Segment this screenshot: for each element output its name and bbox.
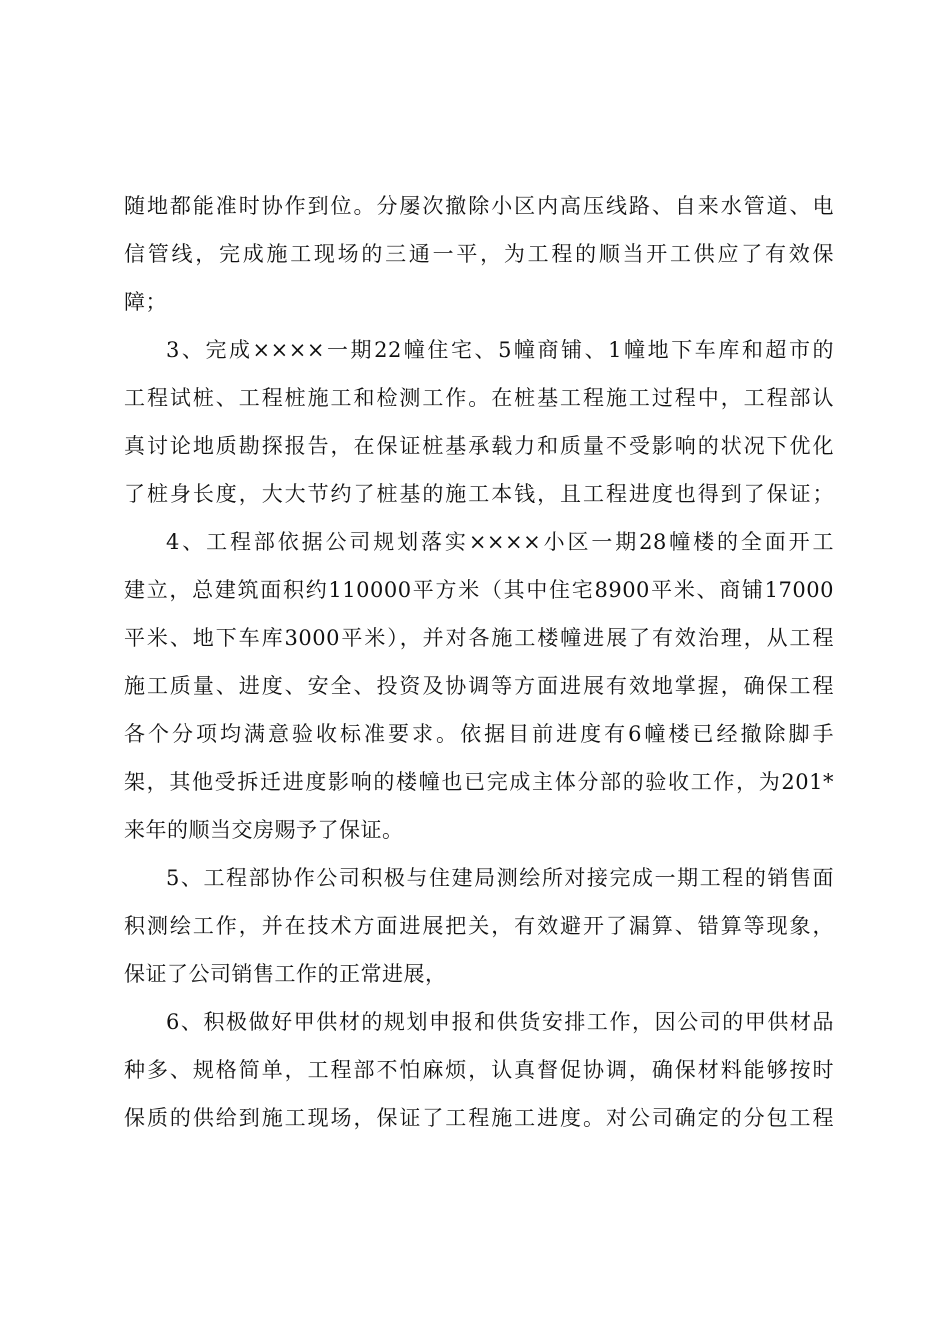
text-line: 工程试桩、工程桩施工和检测工作。在桩基工程施工过程中，工程部认 xyxy=(124,386,834,410)
text-line: 种多、规格简单，工程部不怕麻烦，认真督促协调，确保材料能够按时 xyxy=(124,1058,834,1082)
text-line: 架，其他受拆迁进度影响的楼幢也已完成主体分部的验收工作，为201* xyxy=(124,770,834,794)
paragraph-item-3 xyxy=(124,326,834,518)
text-line: 来年的顺当交房赐予了保证。 xyxy=(124,818,404,842)
text-line: 建立，总建筑面积约110000平方米（其中住宅8900平米、商铺17000 xyxy=(124,578,834,602)
text-line: 各个分项均满意验收标准要求。依据目前进度有6幢楼已经撤除脚手 xyxy=(124,722,834,746)
text-line: 随地都能准时协作到位。分屡次撤除小区内高压线路、自来水管道、电 xyxy=(124,194,834,218)
text-line: 6、积极做好甲供材的规划申报和供货安排工作，因公司的甲供材品 xyxy=(166,1010,834,1034)
text-line: 真讨论地质勘探报告，在保证桩基承载力和质量不受影响的状况下优化 xyxy=(124,434,834,458)
text-line: 积测绘工作，并在技术方面进展把关，有效避开了漏算、错算等现象， xyxy=(124,914,834,938)
text-line: 保质的供给到施工现场，保证了工程施工进度。对公司确定的分包工程 xyxy=(124,1106,834,1130)
text-line: 了桩身长度，大大节约了桩基的施工本钱，且工程进度也得到了保证； xyxy=(124,482,834,506)
paragraph-item-4 xyxy=(124,518,834,854)
paragraph-item-6 xyxy=(124,998,834,1142)
text-line: 3、完成××××一期22幢住宅、5幢商铺、1幢地下车库和超市的 xyxy=(166,338,834,362)
text-line: 保证了公司销售工作的正常进展， xyxy=(124,962,447,986)
text-line: 施工质量、进度、安全、投资及协调等方面进展有效地掌握，确保工程 xyxy=(124,674,834,698)
text-line: 信管线，完成施工现场的三通一平，为工程的顺当开工供应了有效保 xyxy=(124,242,834,266)
text-line: 4、工程部依据公司规划落实××××小区一期28幢楼的全面开工 xyxy=(166,530,834,554)
text-line: 障； xyxy=(124,290,167,314)
document-body xyxy=(124,182,834,1142)
paragraph-continuation xyxy=(124,182,834,326)
text-line: 平米、地下车库3000平米），并对各施工楼幢进展了有效治理，从工程 xyxy=(124,626,834,650)
paragraph-item-5 xyxy=(124,854,834,998)
text-line: 5、工程部协作公司积极与住建局测绘所对接完成一期工程的销售面 xyxy=(166,866,834,890)
